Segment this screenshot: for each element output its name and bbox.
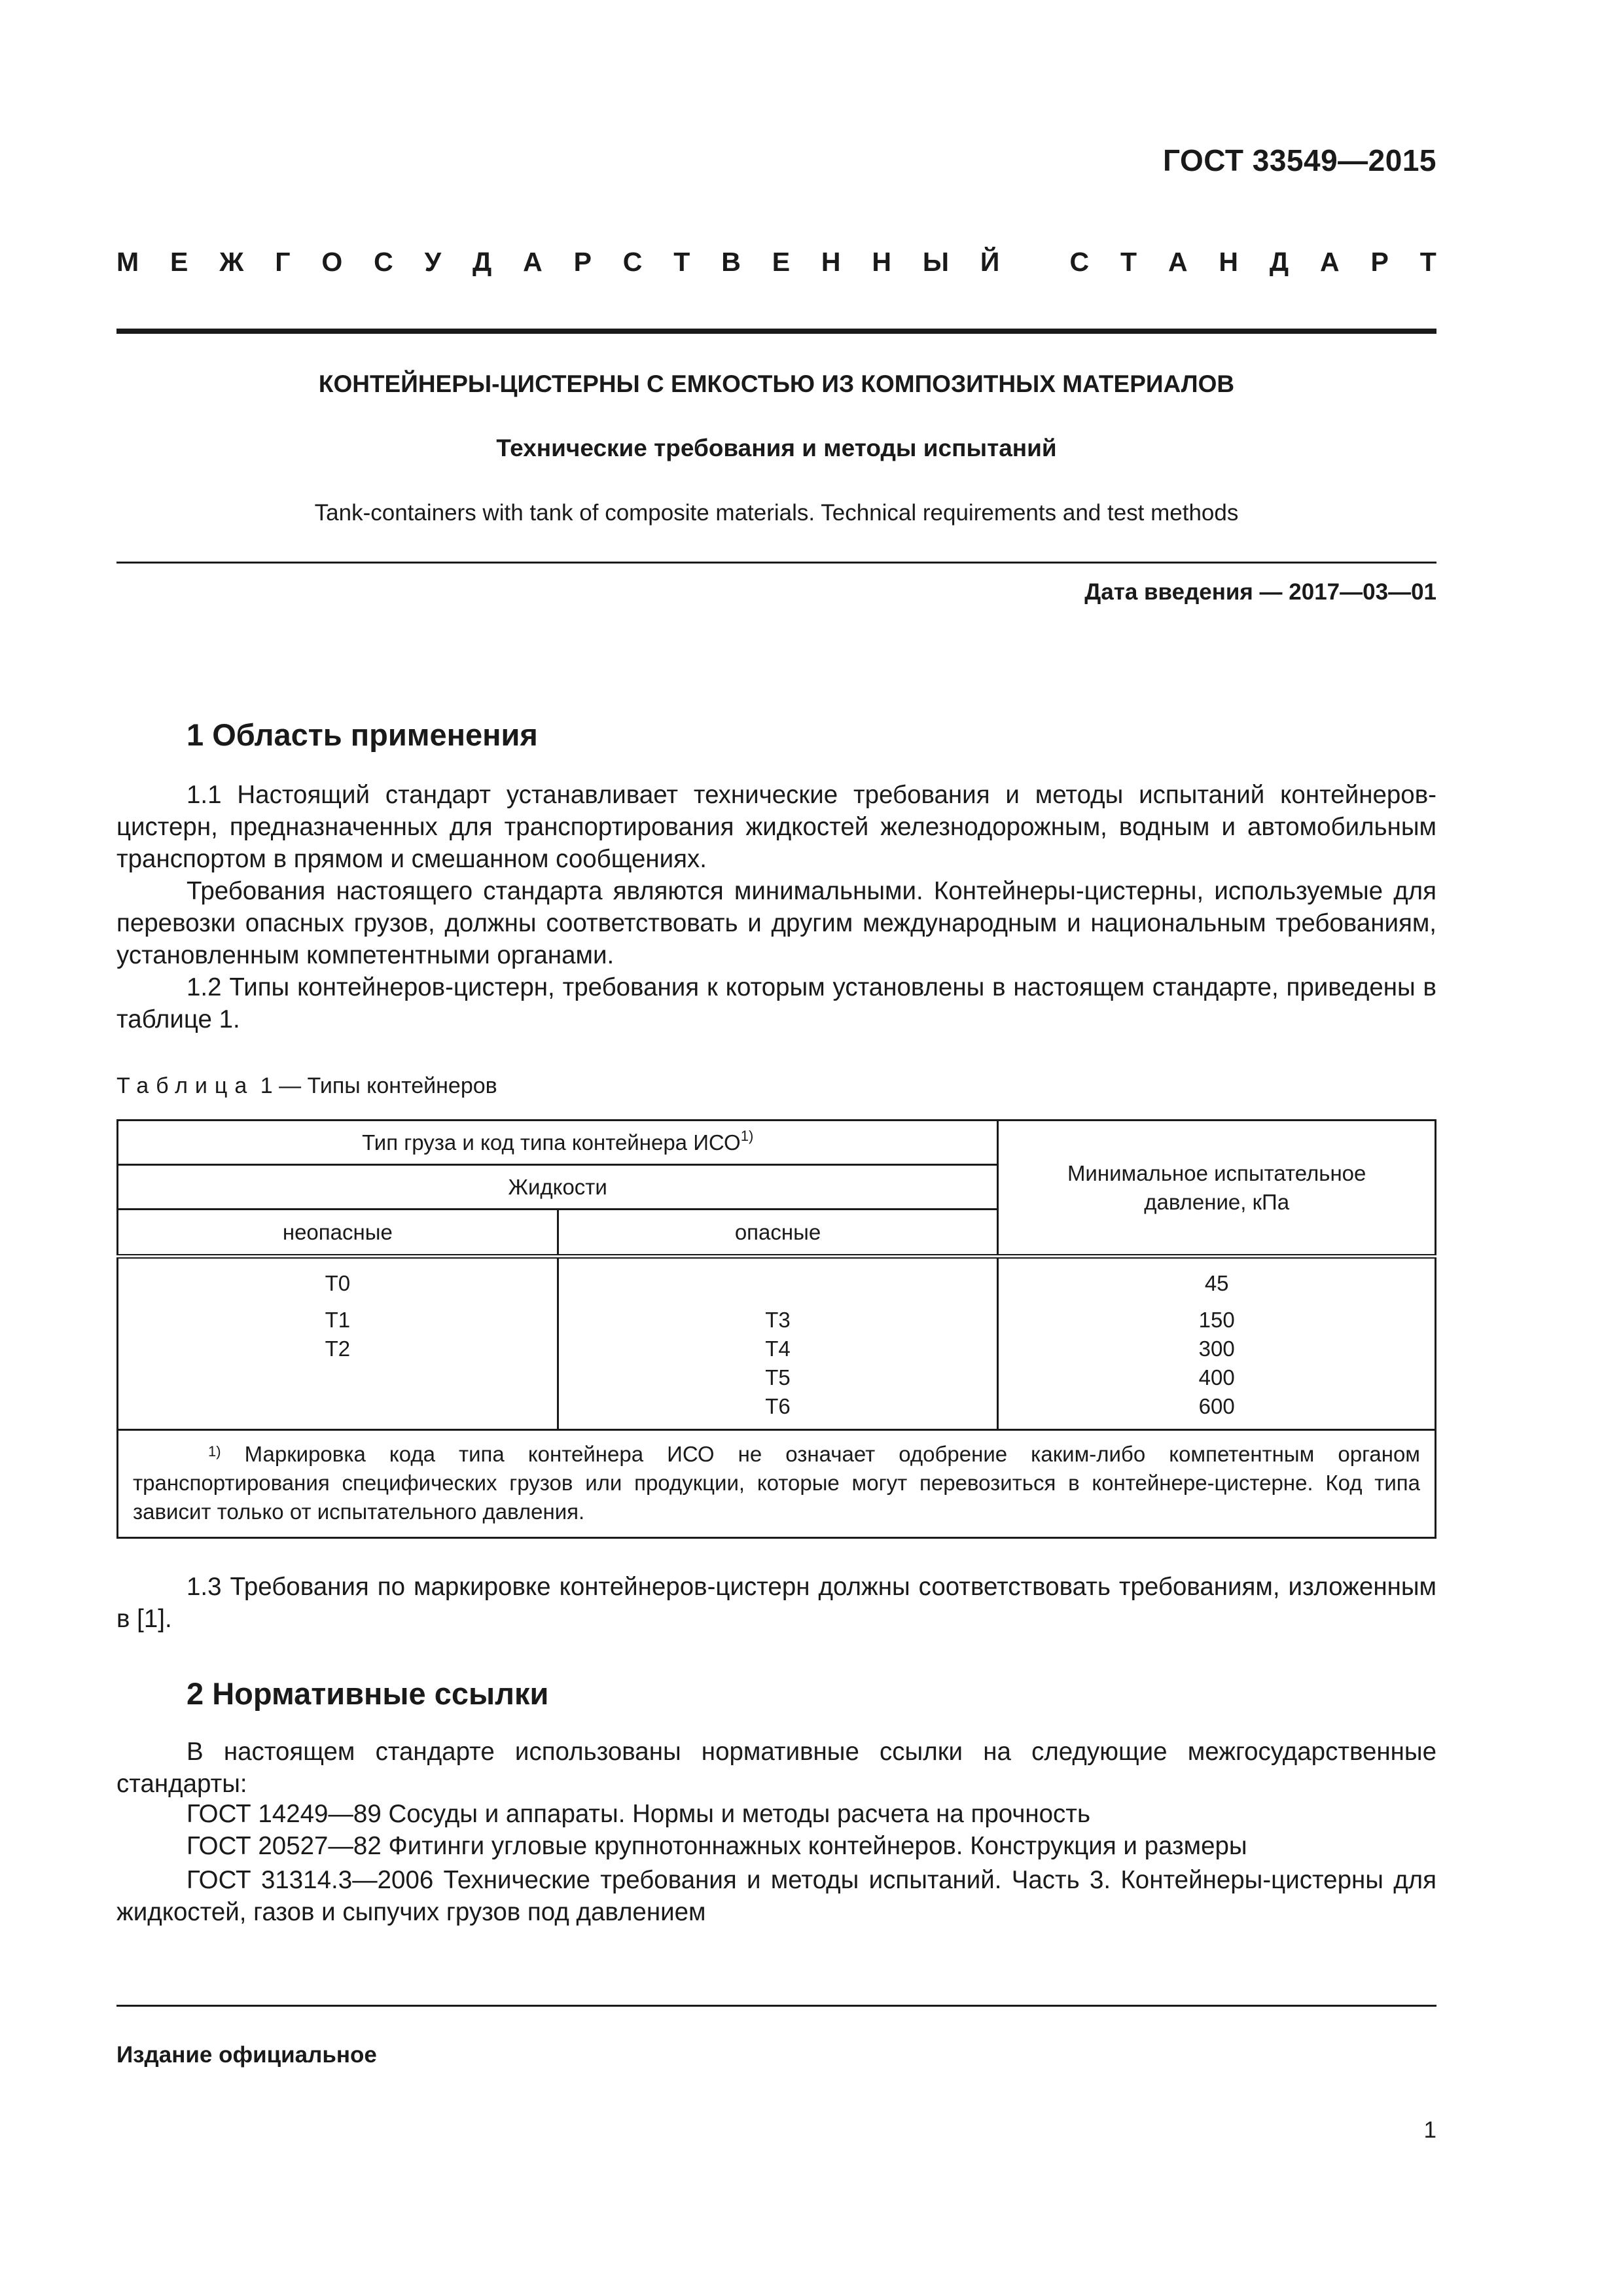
- section-heading-scope: 1 Область применения: [187, 717, 538, 752]
- banner-letter: Ы: [922, 247, 950, 277]
- table-cell: 300: [1198, 1336, 1235, 1361]
- table-cell: T2: [325, 1336, 351, 1361]
- table-footnote-row: [118, 1430, 1436, 1538]
- banner-letter: Д: [1269, 247, 1289, 277]
- row-gap: [118, 1298, 557, 1306]
- banner-letter: С: [1069, 247, 1090, 277]
- banner-letter: А: [1320, 247, 1340, 277]
- banner-letter: О: [321, 247, 343, 277]
- table-cell: 45: [1204, 1271, 1229, 1295]
- container-types-table: [116, 1119, 1436, 1539]
- col-dangerous: [558, 1257, 998, 1430]
- reference-item: ГОСТ 31314.3—2006 Технические требования и методы испытаний. Часть 3. Контейнеры-цистерны для жидкостей, газов и сыпучих грузов под давлением: [116, 1866, 1436, 1926]
- banner-letter: Т: [1120, 247, 1137, 277]
- header-rule: [116, 329, 1436, 334]
- paragraph-1-2: 1.2 Типы контейнеров-цистерн, требования к которым установлены в настоящем стандарте, приведены в таблице 1.: [116, 973, 1436, 1033]
- table-cell: [559, 1269, 997, 1298]
- standard-banner: [116, 247, 1436, 278]
- edition-note: Издание официальное: [116, 2042, 377, 2068]
- title-rule: [116, 562, 1436, 564]
- table-cell: T6: [765, 1394, 791, 1418]
- document-code: ГОСТ 33549—2015: [1163, 143, 1436, 177]
- paragraph-1-3: 1.3 Требования по маркировке контейнеров-цистерн должны соответствовать требованиям, изложенным в [1].: [116, 1573, 1436, 1633]
- banner-letter: Н: [821, 247, 841, 277]
- section-heading-references: 2 Нормативные ссылки: [187, 1676, 549, 1711]
- table-cell: [118, 1363, 557, 1392]
- page-number: 1: [1423, 2117, 1436, 2143]
- document-title: КОНТЕЙНЕРЫ-ЦИСТЕРНЫ С ЕМКОСТЬЮ ИЗ КОМПОЗИТНЫХ МАТЕРИАЛОВ: [318, 370, 1235, 397]
- document-subtitle: Технические требования и методы испытаний: [496, 435, 1057, 461]
- header-liquids: Жидкости: [118, 1165, 998, 1210]
- col-nondangerous: [118, 1257, 558, 1430]
- banner-gap: [1031, 247, 1038, 278]
- table-cell: [118, 1392, 557, 1421]
- table-cell: 150: [1198, 1308, 1235, 1332]
- banner-letter: А: [523, 247, 543, 277]
- banner-letter: С: [622, 247, 643, 277]
- table-cell: T1: [325, 1308, 351, 1332]
- banner-letter: Т: [673, 247, 690, 277]
- banner-letter: В: [721, 247, 741, 277]
- row-gap: [559, 1298, 997, 1306]
- header-cargo-type-text: Тип груза и код типа контейнера ИСО: [362, 1130, 741, 1155]
- header-nondangerous: неопасные: [118, 1210, 558, 1257]
- header-pressure: [998, 1121, 1436, 1257]
- table-cell: 400: [1198, 1365, 1235, 1390]
- banner-letter: Т: [1419, 247, 1436, 277]
- header-cargo-type: [118, 1121, 998, 1165]
- banner-letter: С: [374, 247, 393, 277]
- table-header-row: [118, 1121, 1436, 1165]
- banner-letter: Е: [772, 247, 791, 277]
- table-cell: T5: [765, 1365, 791, 1390]
- table-footnote: [118, 1430, 1436, 1538]
- banner-letter: М: [116, 247, 139, 277]
- table-cell: T0: [325, 1271, 351, 1295]
- row-gap: [999, 1298, 1435, 1306]
- table-cell: 600: [1198, 1394, 1235, 1418]
- banner-letter: Н: [1219, 247, 1239, 277]
- introduction-date: Дата введения — 2017—03—01: [1084, 579, 1436, 605]
- table-cell: T3: [765, 1308, 791, 1332]
- table-caption-label: Таблица: [116, 1073, 255, 1098]
- banner-letter: Р: [573, 247, 592, 277]
- banner-letter: Н: [872, 247, 892, 277]
- banner-letter: А: [1168, 247, 1188, 277]
- banner-letter: Г: [275, 247, 291, 277]
- reference-item: ГОСТ 14249—89 Сосуды и аппараты. Нормы и методы расчета на прочность: [187, 1800, 1090, 1828]
- col-pressure: [998, 1257, 1436, 1430]
- banner-letter: Д: [472, 247, 492, 277]
- document-title-english: Tank-containers with tank of composite materials. Technical requirements and test methods: [314, 500, 1239, 526]
- table-caption-text: 1 — Типы контейнеров: [254, 1073, 497, 1098]
- header-pressure-text: Минимальное испытательное давление, кПа: [1067, 1160, 1366, 1214]
- header-dangerous: опасные: [558, 1210, 998, 1257]
- table-data-row: [118, 1257, 1436, 1430]
- banner-letter: У: [424, 247, 442, 277]
- paragraph-1-1-cont: Требования настоящего стандарта являются минимальными. Контейнеры-цистерны, используемые для перевозки опасных грузов, должны соответствовать и другим международным и национальным требованиям, установленным компетентными органами.: [116, 877, 1436, 969]
- footnote-text: Маркировка кода типа контейнера ИСО не означает одобрение каким-либо компетентным органом транспортирования специфических грузов или продукции, которые могут перевозиться в контейнере-цистерне. Код типа зависит только от испытательного давления.: [133, 1442, 1420, 1524]
- references-intro: В настоящем стандарте использованы нормативные ссылки на следующие межгосударственные стандарты:: [116, 1738, 1436, 1798]
- footer-rule: [116, 2005, 1436, 2007]
- table-cell: T4: [765, 1336, 791, 1361]
- table-caption: [116, 1073, 497, 1099]
- footnote-mark: 1): [208, 1443, 221, 1460]
- banner-letter: Е: [170, 247, 188, 277]
- banner-letter: Ж: [219, 247, 244, 277]
- reference-item: ГОСТ 20527—82 Фитинги угловые крупнотоннажных контейнеров. Конструкция и размеры: [187, 1832, 1247, 1860]
- paragraph-1-1: 1.1 Настоящий стандарт устанавливает технические требования и методы испытаний контейнеров-цистерн, предназначенных для транспортирования жидкостей железнодорожным, водным и автомобильным транспортом в прямом и смешанном сообщениях.: [116, 781, 1436, 873]
- banner-letter: Й: [980, 247, 1000, 277]
- footnote-mark: 1): [740, 1127, 754, 1144]
- banner-letter: Р: [1370, 247, 1389, 277]
